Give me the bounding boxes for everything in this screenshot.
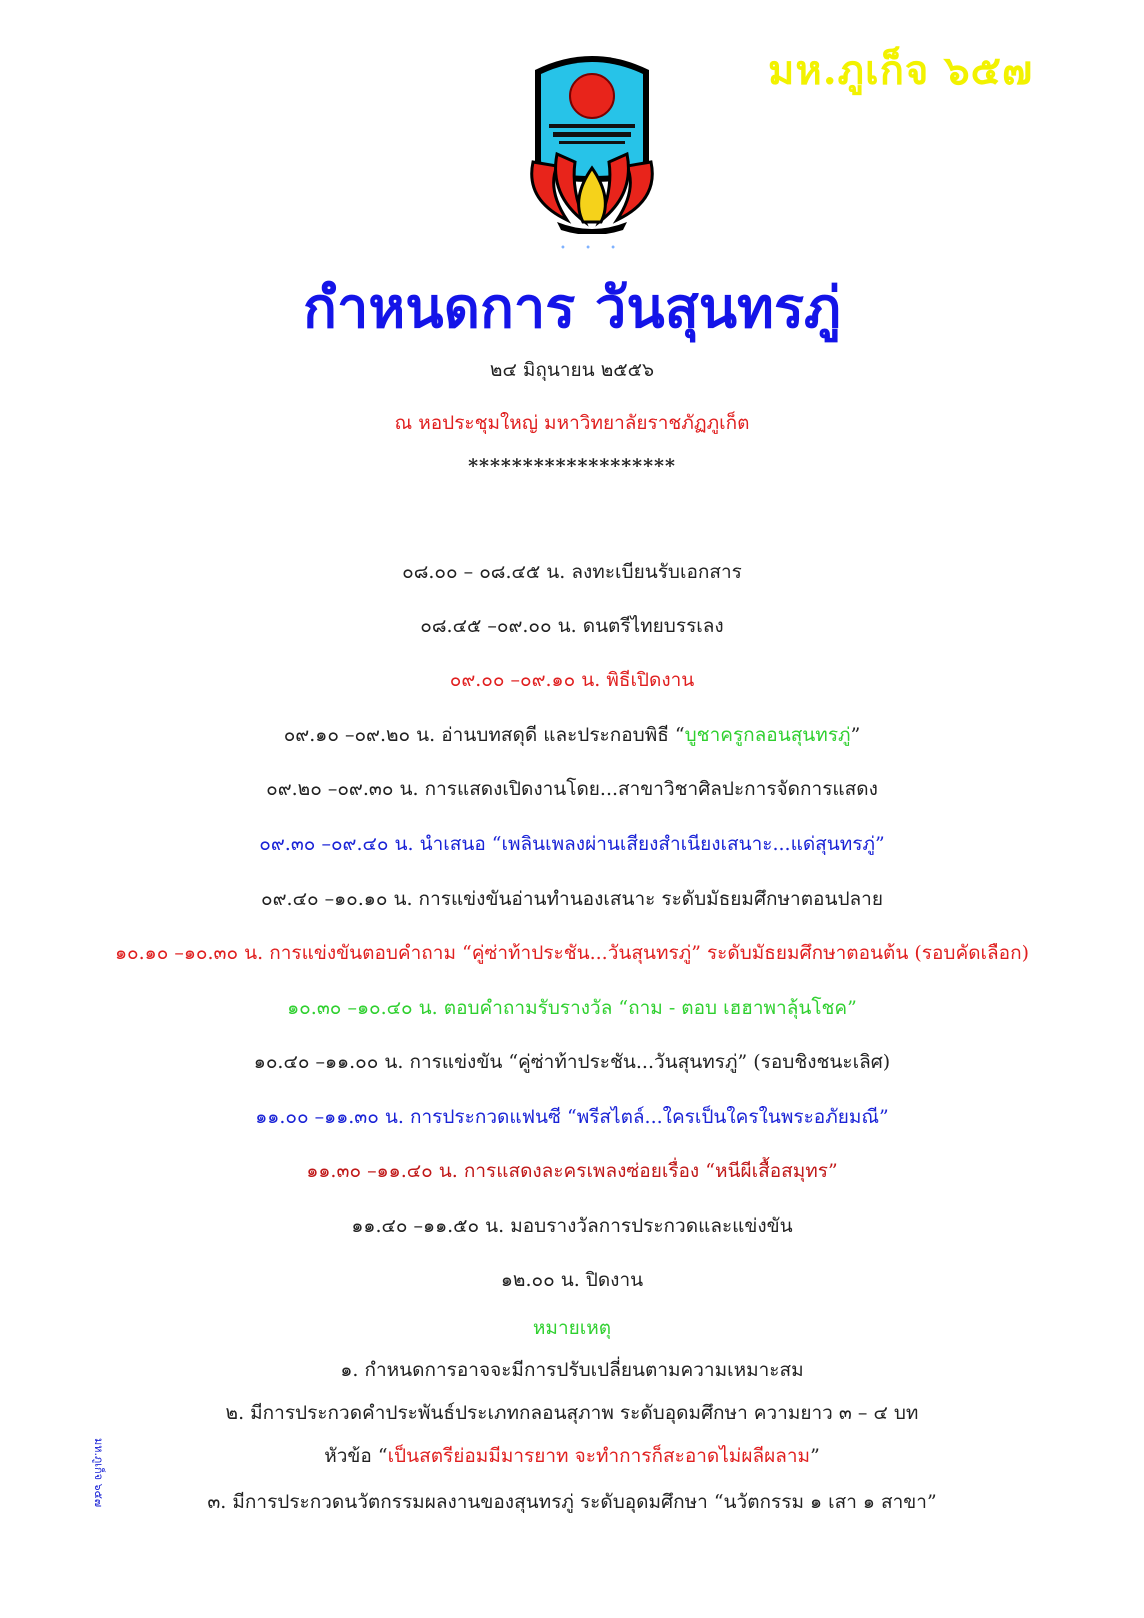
note-item: [0, 1441, 1144, 1471]
schedule-item: ๑๒.๐๐ น. ปิดงาน: [500, 1269, 644, 1291]
event-venue: ณ หอประชุมใหญ่ มหาวิทยาลัยราชภัฏภูเก็ต: [394, 412, 750, 434]
schedule-item: ๑๑.๔๐ –๑๑.๕๐ น. มอบรางวัลการประกวดและแข่งขัน: [351, 1215, 793, 1237]
side-label: มห.ภูเก็จ ๖๕๗: [92, 1438, 105, 1508]
schedule-item: ๑๐.๓๐ –๑๐.๔๐ น. ตอบคำถามรับรางวัล “ถาม - ตอบ เฮฮาพาลุ้นโชค”: [287, 997, 857, 1019]
schedule-item: ๐๘.๐๐ – ๐๘.๔๕ น. ลงทะเบียนรับเอกสาร: [402, 561, 742, 583]
note-item-highlight: เป็นสตรีย่อมมีมารยาท จะทำการก็สะอาดไม่ผลีผลาม: [387, 1445, 811, 1467]
schedule-item: ๐๙.๐๐ –๐๙.๑๐ น. พิธีเปิดงาน: [449, 669, 695, 691]
schedule-item: ๑๑.๓๐ –๑๑.๔๐ น. การแสดงละครเพลงซ่อยเรื่อง “หนีผีเสื้อสมุทร”: [306, 1160, 838, 1182]
schedule-item: ๐๙.๔๐ –๑๐.๑๐ น. การแข่งขันอ่านทำนองเสนาะ ระดับมัธยมศึกษาตอนปลาย: [261, 888, 883, 910]
university-emblem: [527, 50, 657, 234]
schedule-item: ๐๘.๔๕ –๐๙.๐๐ น. ดนตรีไทยบรรเลง: [420, 615, 724, 637]
emblem-dots: • • •: [560, 243, 625, 254]
schedule-item-text: ๐๙.๑๐ –๐๙.๒๐ น. อ่านบทสดุดี และประกอบพิธี “: [283, 724, 685, 746]
event-date: ๒๔ มิถุนายน ๒๕๕๖: [489, 359, 655, 381]
page-code: มห.ภูเก็จ ๖๕๗: [768, 47, 1034, 94]
schedule-item-highlight: บูชาครูกลอนสุนทรภู่: [684, 724, 851, 746]
notes-heading: หมายเหตุ: [532, 1317, 612, 1339]
note-item-quote-end: ”: [810, 1445, 820, 1467]
separator: *******************: [468, 455, 676, 477]
schedule-item: ๐๙.๓๐ –๐๙.๔๐ น. นำเสนอ “เพลินเพลงผ่านเสียงสำเนียงเสนาะ...แด่สุนทรภู่”: [259, 833, 885, 855]
schedule-item: ๐๙.๒๐ –๐๙.๓๐ น. การแสดงเปิดงานโดย...สาขาวิชาศิลปะการจัดการแสดง: [266, 778, 878, 800]
schedule-item: ๑๐.๔๐ –๑๑.๐๐ น. การแข่งขัน “คู่ซ่าท้าประชัน...วันสุนทรภู่” (รอบชิงชนะเลิศ): [253, 1051, 891, 1073]
note-item: ๓. มีการประกวดนวัตกรรมผลงานของสุนทรภู่ ระดับอุดมศึกษา “นวัตกรรม ๑ เสา ๑ สาขา”: [207, 1491, 937, 1513]
note-item: ๒. มีการประกวดคำประพันธ์ประเภทกลอนสุภาพ ระดับอุดมศึกษา ความยาว ๓ – ๔ บท: [225, 1402, 919, 1424]
schedule-item: [0, 720, 1144, 750]
page-title: กำหนดการ วันสุนทรภู่: [303, 276, 841, 341]
note-item: ๑. กำหนดการอาจจะมีการปรับเปลี่ยนตามความเหมาะสม: [340, 1359, 804, 1381]
note-item-text: หัวข้อ “: [324, 1445, 388, 1467]
schedule-item: ๑๐.๑๐ –๑๐.๓๐ น. การแข่งขันตอบคำถาม “คู่ซ่าท้าประชัน...วันสุนทรภู่” ระดับมัธยมศึกษาตอนต้น (รอบคัดเลือก): [114, 942, 1030, 964]
schedule-item-quote-end: ”: [850, 724, 861, 746]
schedule-item: ๑๑.๐๐ –๑๑.๓๐ น. การประกวดแฟนซี “พรีสไตล์...ใครเป็นใครในพระอภัยมณี”: [255, 1106, 889, 1128]
